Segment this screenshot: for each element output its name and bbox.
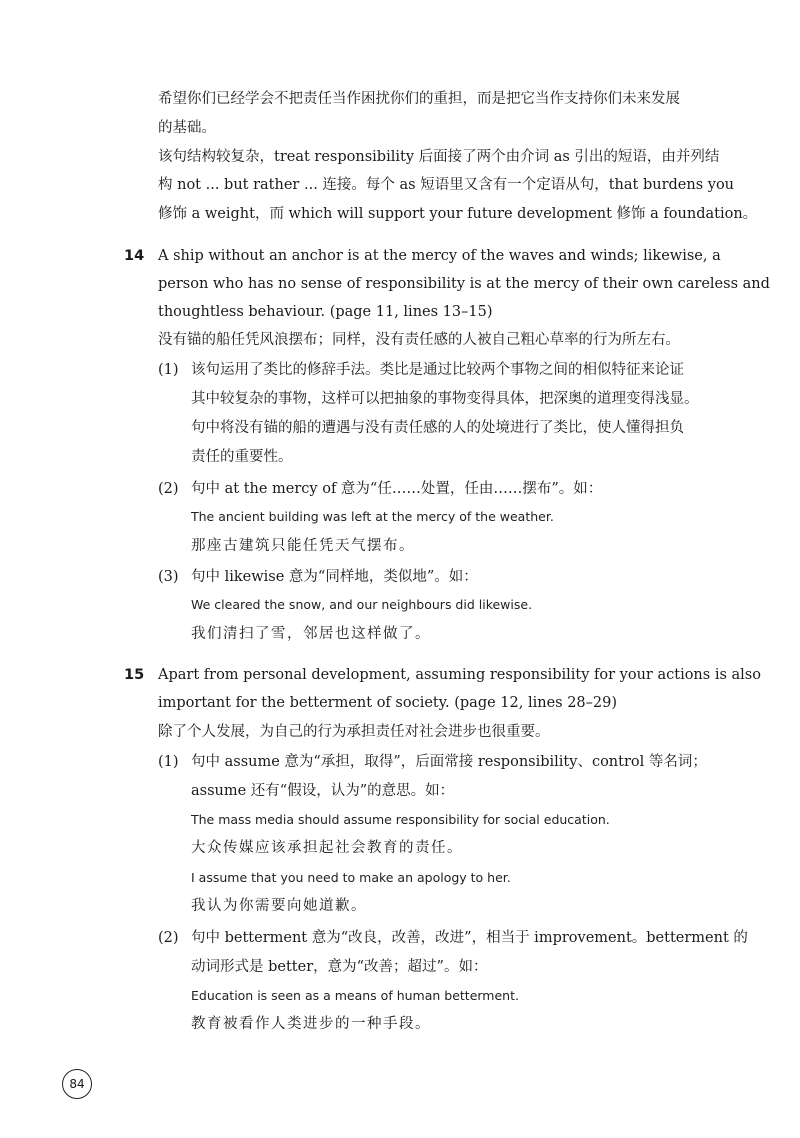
note-label: (2) — [158, 930, 179, 946]
note-line: 句中将没有锚的船的遭遇与没有责任感的人的处境进行了类比，使人懂得担负 — [191, 420, 684, 436]
note-line: 该句运用了类比的修辞手法。类比是通过比较两个事物之间的相似特征来论证 — [191, 362, 684, 378]
example-english: I assume that you need to make an apology to her. — [191, 870, 511, 885]
page-number: 84 — [62, 1069, 92, 1099]
item14-chinese-translation: 没有锚的船任凭风浪摆布；同样，没有责任感的人被自己粗心草率的行为所左右。 — [158, 332, 680, 348]
item15-english-line: Apart from personal development, assuming responsibility for your actions is also — [158, 667, 761, 683]
item15-english-line: important for the betterment of society. (page 12, lines 28–29) — [158, 695, 618, 711]
note-label: (2) — [158, 481, 179, 497]
note-label: (3) — [158, 569, 179, 585]
intro-line: 的基础。 — [158, 120, 216, 136]
note-line: 句中 likewise 意为“同样地，类似地”。如： — [191, 569, 478, 585]
example-chinese: 我们清扫了雪，邻居也这样做了。 — [191, 626, 431, 642]
example-english: The mass media should assume responsibility for social education. — [191, 812, 610, 827]
note-line: 句中 at the mercy of 意为“任……处置，任由……摆布”。如： — [191, 481, 603, 497]
item-number-15: 15 — [124, 667, 145, 683]
note-line: 句中 betterment 意为“改良，改善，改进”，相当于 improvement。betterment 的 — [191, 930, 748, 946]
note-line: 其中较复杂的事物，这样可以把抽象的事物变得具体，把深奥的道理变得浅显。 — [191, 391, 699, 407]
example-chinese: 那座古建筑只能任凭天气摆布。 — [191, 538, 415, 554]
note-line: 动词形式是 better，意为“改善；超过”。如： — [191, 959, 488, 975]
note-line: assume 还有“假设，认为”的意思。如： — [191, 783, 455, 799]
item14-english-line: thoughtless behaviour. (page 11, lines 13–15) — [158, 304, 493, 320]
example-english: We cleared the snow, and our neighbours did likewise. — [191, 597, 533, 612]
note-label: (1) — [158, 754, 179, 770]
item-number-14: 14 — [124, 248, 145, 264]
example-chinese: 教育被看作人类进步的一种手段。 — [191, 1016, 431, 1032]
item15-chinese-translation: 除了个人发展，为自己的行为承担责任对社会进步也很重要。 — [158, 724, 550, 740]
example-english: The ancient building was left at the mercy of the weather. — [191, 509, 554, 524]
example-english: Education is seen as a means of human betterment. — [191, 988, 519, 1003]
intro-line: 构 not ... but rather ... 连接。每个 as 短语里又含有一个定语从句，that burdens you — [158, 177, 735, 193]
note-label: (1) — [158, 362, 179, 378]
item14-english-line: A ship without an anchor is at the mercy of the waves and winds; likewise, a — [158, 248, 721, 264]
note-line: 句中 assume 意为“承担，取得”，后面常接 responsibility、control 等名词； — [191, 754, 707, 770]
item14-english-line: person who has no sense of responsibility is at the mercy of their own careless and — [158, 276, 770, 292]
intro-line: 修饰 a weight，而 which will support your future development 修饰 a foundation。 — [158, 206, 758, 222]
intro-line: 该句结构较复杂，treat responsibility 后面接了两个由介词 as 引出的短语，由并列结 — [158, 149, 720, 165]
note-line: 责任的重要性。 — [191, 449, 293, 465]
intro-line: 希望你们已经学会不把责任当作困扰你们的重担，而是把它当作支持你们未来发展 — [158, 91, 680, 107]
example-chinese: 大众传媒应该承担起社会教育的责任。 — [191, 840, 463, 856]
example-chinese: 我认为你需要向她道歉。 — [191, 898, 367, 914]
